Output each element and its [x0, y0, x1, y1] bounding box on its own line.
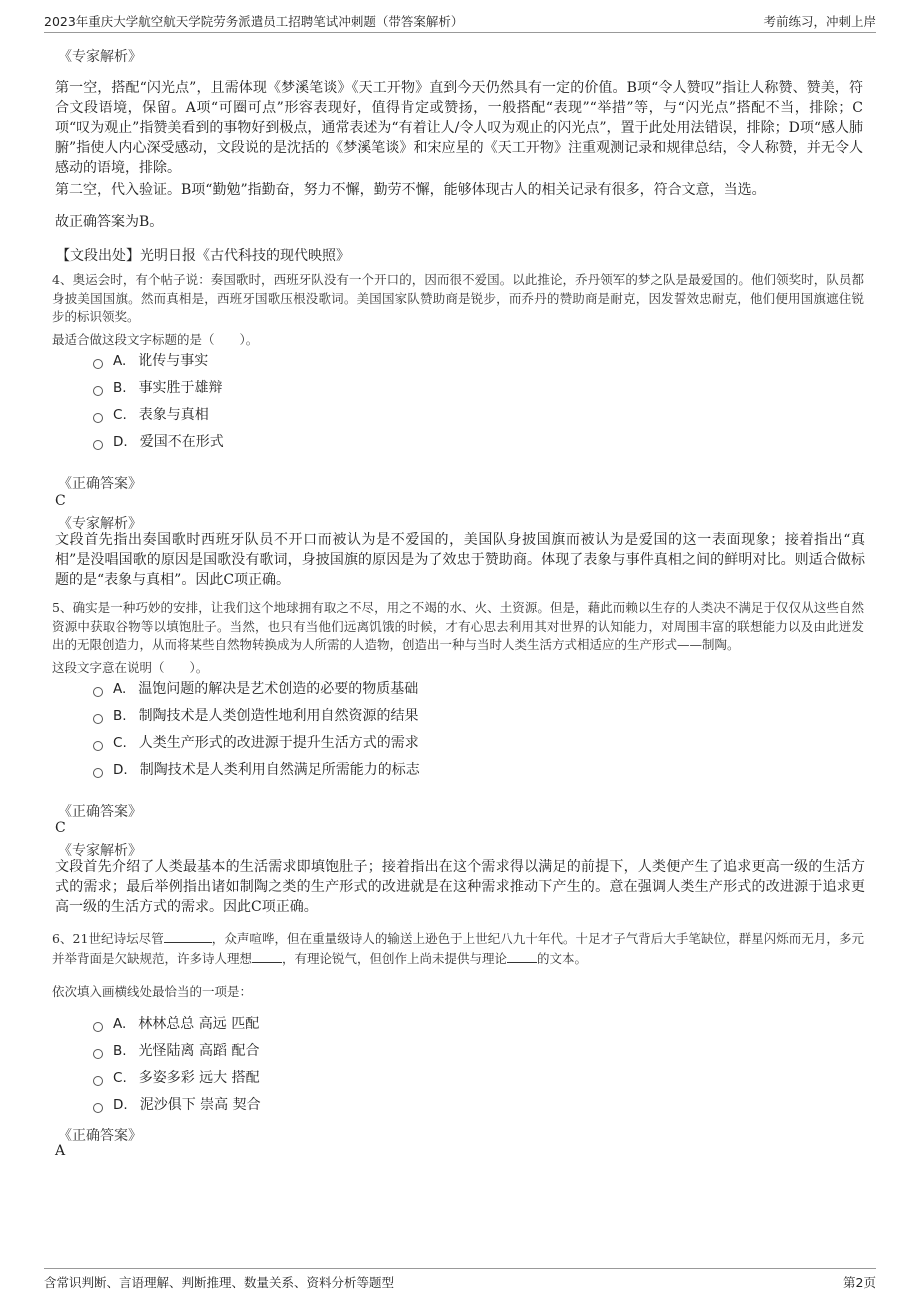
radio-circle-icon[interactable] — [93, 1022, 103, 1032]
footer-note: 含常识判断、言语理解、判断推理、数量关系、资料分析等题型 — [44, 1275, 395, 1290]
q6-prompt: 依次填入画横线处最恰当的一项是： — [52, 984, 253, 999]
q5-option-a[interactable]: A . 温饱问题的解决是艺术创造的必要的物质基础 — [93, 679, 418, 699]
q4-stem: 4、奥运会时，有个帖子说：奏国歌时，西班牙队没有一个开口的，因而很不爱国。以此推论，乔丹领军的梦之队是最爱国的。他们领奖时，队员都身披美国国旗。然而真相是，西班牙国歌压根没歌词。美国国家队赞助商是锐步，而乔丹的赞助商是耐克，因发誓效忠耐克，他们便用国旗遮住锐步的标识领奖。 — [52, 272, 864, 324]
q6-stem: 6、21世纪诗坛尽管 ，众声喧哗，但在重量级诗人的输送上逊色于上世纪八九十年代。十足才子气背后大手笔缺位，群星闪烁而无月，多元并举背面是欠缺规范，许多诗人理想 ，有理论锐气，但创作上尚未提供与理论 的文本。 — [52, 931, 864, 966]
q5-answer-label: 《正确答案》 — [58, 804, 142, 820]
q4-answer: C — [55, 493, 66, 509]
radio-circle-icon[interactable] — [93, 1049, 103, 1059]
q4-answer-label: 《正确答案》 — [58, 476, 142, 492]
q3-source: 【文段出处】光明日报《古代科技的现代映照》 — [56, 248, 350, 264]
q4-option-d[interactable]: D . 爱国不在形式 — [93, 432, 224, 452]
document-title: 2023年重庆大学航空航天学院劳务派遣员工招聘笔试冲刺题（带答案解析） — [44, 14, 464, 29]
q4-option-a[interactable]: A . 讹传与事实 — [93, 351, 208, 371]
radio-circle-icon[interactable] — [93, 1103, 103, 1113]
q5-prompt: 这段文字意在说明（ ）。 — [52, 660, 209, 675]
q6-option-c[interactable]: C . 多姿多彩 远大 搭配 — [93, 1068, 260, 1088]
q6-answer: A — [55, 1143, 66, 1159]
q5-option-b[interactable]: B . 制陶技术是人类创造性地利用自然资源的结果 — [93, 706, 419, 726]
q6-option-d[interactable]: D . 泥沙俱下 崇高 契合 — [93, 1095, 261, 1115]
radio-circle-icon[interactable] — [93, 413, 103, 423]
q5-analysis-label: 《专家解析》 — [58, 843, 142, 859]
q4-option-c[interactable]: C . 表象与真相 — [93, 405, 209, 425]
page-number: 第2页 — [843, 1275, 876, 1290]
radio-circle-icon[interactable] — [93, 714, 103, 724]
header-slogan: 考前练习，冲刺上岸 — [763, 14, 876, 29]
q4-analysis: 文段首先指出奏国歌时西班牙队员不开口而被认为是不爱国的，美国队身披国旗而被认为是爱国的这一表面现象；接着指出“真相”是没唱国歌的原因是国歌没有歌词，身披国旗的原因是为了效忠于赞助商。体现了表象与事件真相之间的鲜明对比。则适合做标题的是“表象与真相”。因此C项正确。 — [55, 532, 865, 588]
q4-analysis-label: 《专家解析》 — [58, 516, 142, 532]
fill-blank-1 — [164, 929, 212, 943]
q6-option-a[interactable]: A . 林林总总 高远 匹配 — [93, 1014, 259, 1034]
radio-circle-icon[interactable] — [93, 386, 103, 396]
q3-analysis-label: 《专家解析》 — [58, 49, 142, 65]
q5-answer: C — [55, 820, 66, 836]
q5-option-c[interactable]: C . 人类生产形式的改进源于提升生活方式的需求 — [93, 733, 419, 753]
fill-blank-3 — [507, 949, 537, 963]
q5-option-d[interactable]: D . 制陶技术是人类利用自然满足所需能力的标志 — [93, 760, 420, 780]
radio-circle-icon[interactable] — [93, 359, 103, 369]
radio-circle-icon[interactable] — [93, 741, 103, 751]
q4-option-b[interactable]: B . 事实胜于雄辩 — [93, 378, 223, 398]
fill-blank-2 — [252, 949, 282, 963]
radio-circle-icon[interactable] — [93, 687, 103, 697]
q4-prompt: 最适合做这段文字标题的是（ ）。 — [52, 332, 259, 347]
q3-analysis-paragraph-1: 第一空，搭配“闪光点”，且需体现《梦溪笔谈》《天工开物》直到今天仍然具有一定的价值。B项“令人赞叹”指让人称赞、赞美，符合文段语境，保留。A项“可圈可点”形容表现好，值得肯定或赞扬，一般搭配“表现”“举措”等，与“闪光点”搭配不当，排除；C项“叹为观止”指赞美看到的事物好到极点，通常表述为“有着让人/令人叹为观止的闪光点”，置于此处用法错误，排除；D项“感人肺腑”指使人内心深受感动，文段说的是沈括的《梦溪笔谈》和宋应星的《天工开物》注重观测记录和规律总结，令人称赞，并无令人感动的语境，排除。 — [55, 80, 863, 176]
radio-circle-icon[interactable] — [93, 1076, 103, 1086]
page-footer — [44, 1268, 876, 1293]
q3-analysis-paragraph-2: 第二空，代入验证。B项“勤勉”指勤奋，努力不懈，勤劳不懈，能够体现古人的相关记录有很多，符合文意，当选。 — [55, 182, 766, 198]
q6-option-b[interactable]: B . 光怪陆离 高蹈 配合 — [93, 1041, 259, 1061]
radio-circle-icon[interactable] — [93, 768, 103, 778]
page-header — [44, 10, 876, 33]
q6-answer-label: 《正确答案》 — [58, 1128, 142, 1144]
q5-analysis: 文段首先介绍了人类最基本的生活需求即填饱肚子；接着指出在这个需求得以满足的前提下，人类便产生了追求更高一级的生活方式的需求；最后举例指出诸如制陶之类的生产形式的改进就是在这种需求推动下产生的。意在强调人类生产形式的改进源于追求更高一级的生活方式的需求。因此C项正确。 — [55, 859, 865, 915]
q3-conclusion: 故正确答案为B。 — [55, 214, 164, 230]
q5-stem: 5、确实是一种巧妙的安排，让我们这个地球拥有取之不尽，用之不竭的水、火、土资源。但是，藉此而赖以生存的人类决不满足于仅仅从这些自然资源中获取谷物等以填饱肚子。当然，也只有当他们远离饥饿的时候，才有心思去利用其对世界的认知能力，对周围丰富的联想能力以及由此迸发出的无限创造力，从而将某些自然物转换成为人所需的人造物，创造出一种与当时人类生活方式相适应的生产形式——制陶。 — [52, 600, 864, 652]
radio-circle-icon[interactable] — [93, 440, 103, 450]
